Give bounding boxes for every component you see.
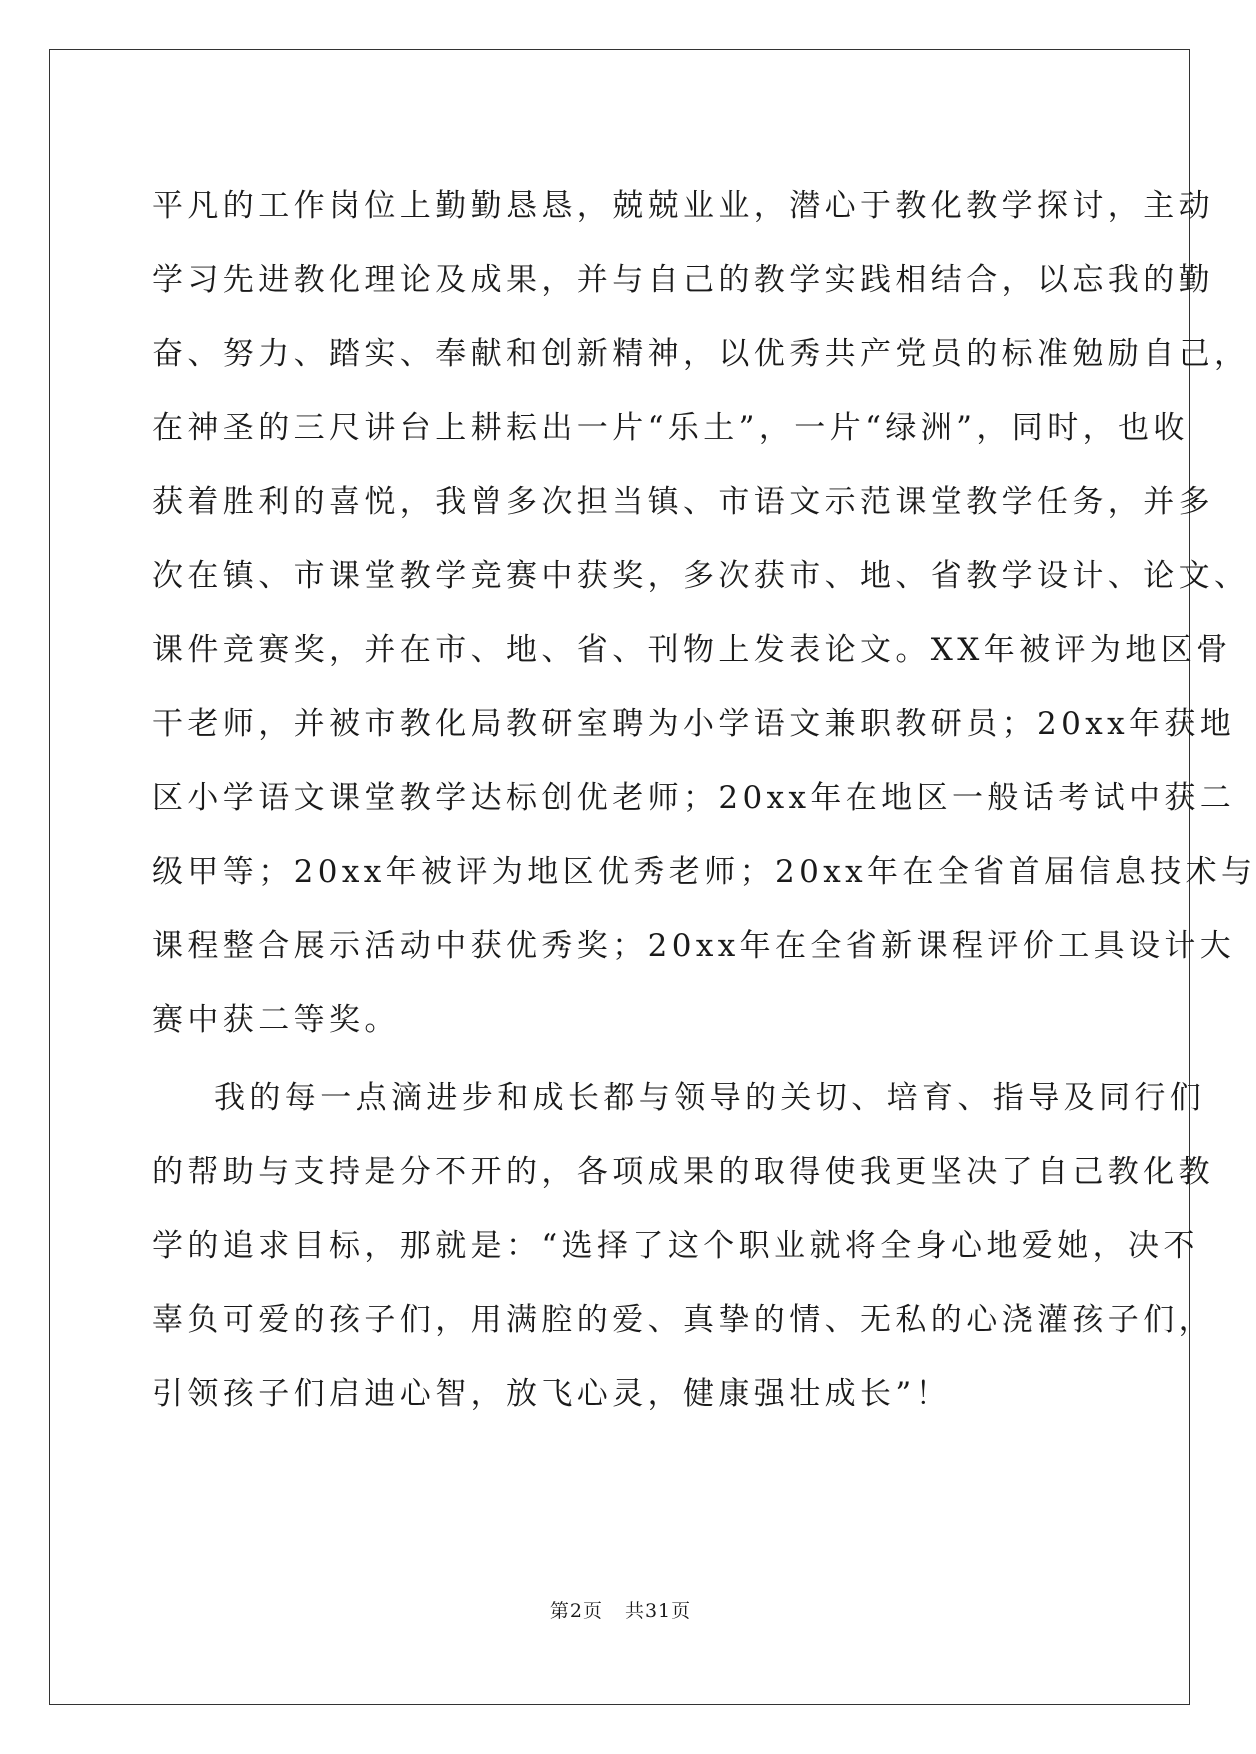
text-line: 课程整合展示活动中获优秀奖；20xx年在全省新课程评价工具设计大	[152, 927, 1236, 964]
document-body	[152, 165, 1256, 1427]
text-line: 的帮助与支持是分不开的，各项成果的取得使我更坚决了自己教化教	[152, 1153, 1214, 1190]
text-line: 学的追求目标，那就是：“选择了这个职业就将全身心地爱她，决不	[152, 1227, 1199, 1264]
text-line: 奋、努力、踏实、奉献和创新精神，以优秀共产党员的标准勉励自己，	[152, 335, 1250, 372]
page-number: 第2页	[549, 1600, 603, 1622]
paragraph-first-line: 我的每一点滴进步和成长都与领导的关切、培育、指导及同行们	[214, 1079, 1206, 1116]
text-line: 干老师，并被市教化局教研室聘为小学语文兼职教研员；20xx年获地	[152, 705, 1236, 742]
text-line: 学习先进教化理论及成果，并与自己的教学实践相结合，以忘我的勤	[152, 261, 1214, 298]
text-line: 获着胜利的喜悦，我曾多次担当镇、市语文示范课堂教学任务，并多	[152, 483, 1214, 520]
text-line: 次在镇、市课堂教学竞赛中获奖，多次获市、地、省教学设计、论文、	[152, 557, 1250, 594]
text-line: 引领孩子们启迪心智，放飞心灵，健康强壮成长”！	[152, 1375, 952, 1412]
page-footer	[0, 1596, 1241, 1623]
text-line: 级甲等；20xx年被评为地区优秀老师；20xx年在全省首届信息技术与	[152, 853, 1256, 890]
text-line: 赛中获二等奖。	[152, 1001, 400, 1038]
text-line: 区小学语文课堂教学达标创优老师；20xx年在地区一般话考试中获二	[152, 779, 1236, 816]
text-line: 平凡的工作岗位上勤勤恳恳，兢兢业业，潜心于教化教学探讨，主动	[152, 187, 1214, 224]
text-line: 在神圣的三尺讲台上耕耘出一片“乐土”，一片“绿洲”，同时，也收	[152, 409, 1189, 446]
text-line: 辜负可爱的孩子们，用满腔的爱、真挚的情、无私的心浇灌孩子们，	[152, 1301, 1214, 1338]
total-pages: 共31页	[624, 1600, 692, 1622]
text-line: 课件竞赛奖，并在市、地、省、刊物上发表论文。XX年被评为地区骨	[152, 631, 1232, 668]
